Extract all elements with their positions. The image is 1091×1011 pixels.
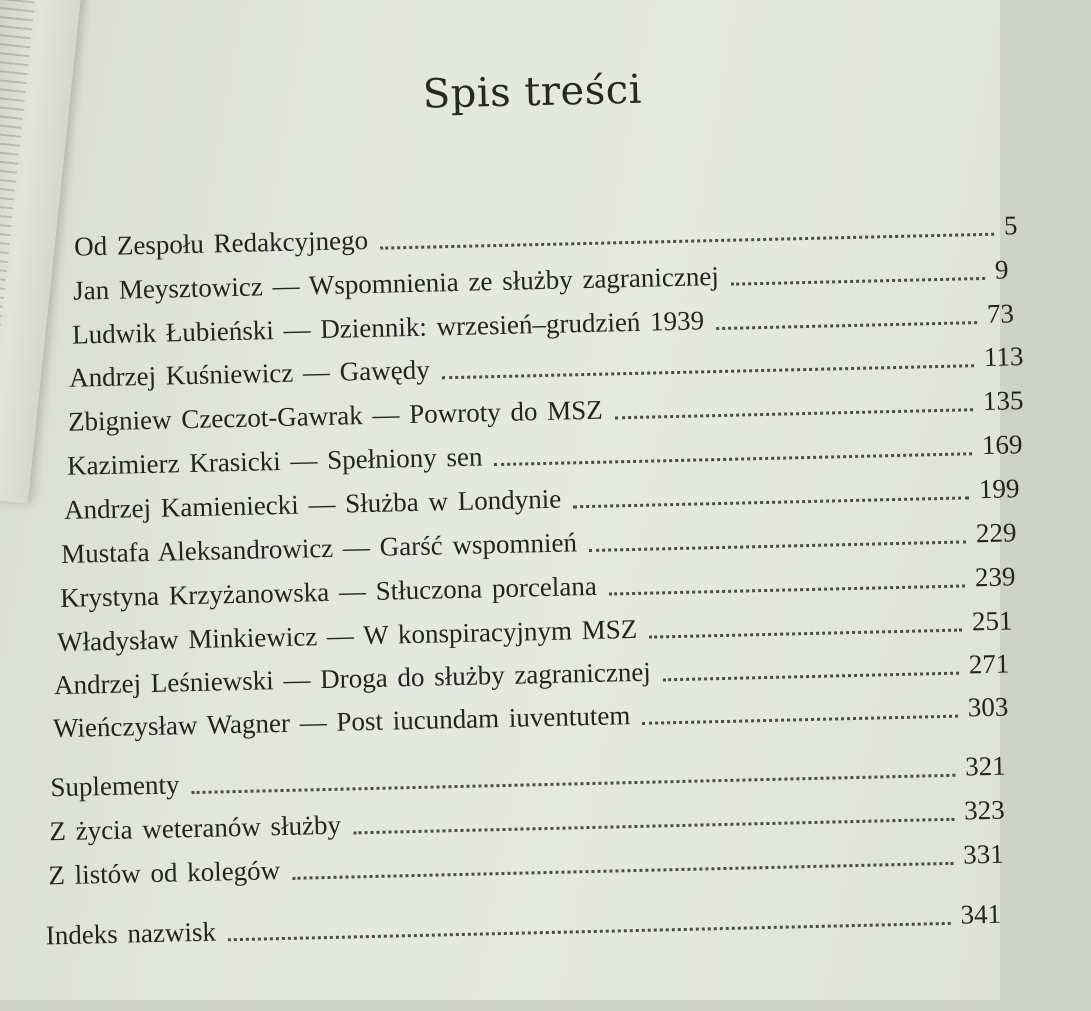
toc-entry-label: Andrzej Kamieniecki — Służba w Londynie <box>63 483 562 525</box>
toc-entry-label: Andrzej Leśniewski — Droga do służby zagranicznej <box>53 656 652 701</box>
toc-entry-page: 5 <box>1003 210 1018 241</box>
dot-leader <box>649 629 962 639</box>
toc-entry-page: 135 <box>982 385 1024 417</box>
dot-leader <box>716 321 977 330</box>
toc-entry-label: Od Zespołu Redakcyjnego <box>73 224 369 262</box>
toc-entry-page: 239 <box>974 561 1016 593</box>
dot-leader <box>663 672 959 682</box>
toc-entry-label: Andrzej Kuśniewicz — Gawędy <box>68 354 431 393</box>
toc-entry-label: Indeks nazwisk <box>45 916 217 951</box>
toc-entry-label: Jan Meysztowicz — Wspomnienia ze służby zagranicznej <box>72 260 720 306</box>
toc-entry-label: Zbigniew Czeczot-Gawrak — Powroty do MSZ <box>67 394 603 437</box>
dot-leader <box>442 364 974 379</box>
dot-leader <box>495 452 973 466</box>
dot-leader <box>228 922 951 941</box>
toc-entry-page: 9 <box>994 254 1009 285</box>
dot-leader <box>589 540 966 552</box>
toc-entry-page: 199 <box>978 473 1020 505</box>
toc-title: Spis treści <box>422 66 643 118</box>
toc-entry-page: 321 <box>964 750 1006 782</box>
toc-entry-label: Z listów od kolegów <box>48 855 281 891</box>
toc-entry-page: 169 <box>981 429 1023 461</box>
toc-entry-page: 113 <box>983 341 1024 372</box>
toc-entry-page: 341 <box>960 898 1002 930</box>
toc-entry-label: Krystyna Krzyżanowska — Stłuczona porcelana <box>59 570 598 614</box>
toc-entry-page: 73 <box>986 298 1015 329</box>
dot-leader <box>292 862 953 880</box>
toc-entry-page: 271 <box>968 648 1010 680</box>
toc-entry-label: Suplementy <box>50 769 180 803</box>
dot-leader <box>380 233 994 250</box>
toc-entry-label: Wieńczysław Wagner — Post iucundam iuventutem <box>52 700 631 744</box>
toc-entry <box>45 898 1031 954</box>
dot-leader <box>615 408 973 419</box>
toc-entry-label: Ludwik Łubieński — Dziennik: wrzesień–grudzień 1939 <box>71 305 705 350</box>
toc-entry-label: Kazimierz Krasicki — Spełniony sen <box>66 441 483 481</box>
dot-leader <box>573 496 969 508</box>
toc-entry-page: 251 <box>971 605 1013 637</box>
toc-entry-label: Władysław Minkiewicz — W konspiracyjnym MSZ <box>56 613 638 658</box>
toc-entry-label: Z życia weteranów służby <box>49 809 342 847</box>
toc-entry-page: 229 <box>975 517 1017 549</box>
dot-leader <box>609 584 965 595</box>
toc-entry-page: 323 <box>963 794 1005 826</box>
toc-entry-page: 303 <box>967 691 1009 723</box>
dot-leader <box>353 818 954 835</box>
toc-entry-label: Mustafa Aleksandrowicz — Garść wspomnień <box>60 527 578 569</box>
dot-leader <box>642 715 958 725</box>
dot-leader <box>192 774 956 794</box>
toc-entry-page: 331 <box>962 838 1004 870</box>
dot-leader <box>731 277 985 286</box>
